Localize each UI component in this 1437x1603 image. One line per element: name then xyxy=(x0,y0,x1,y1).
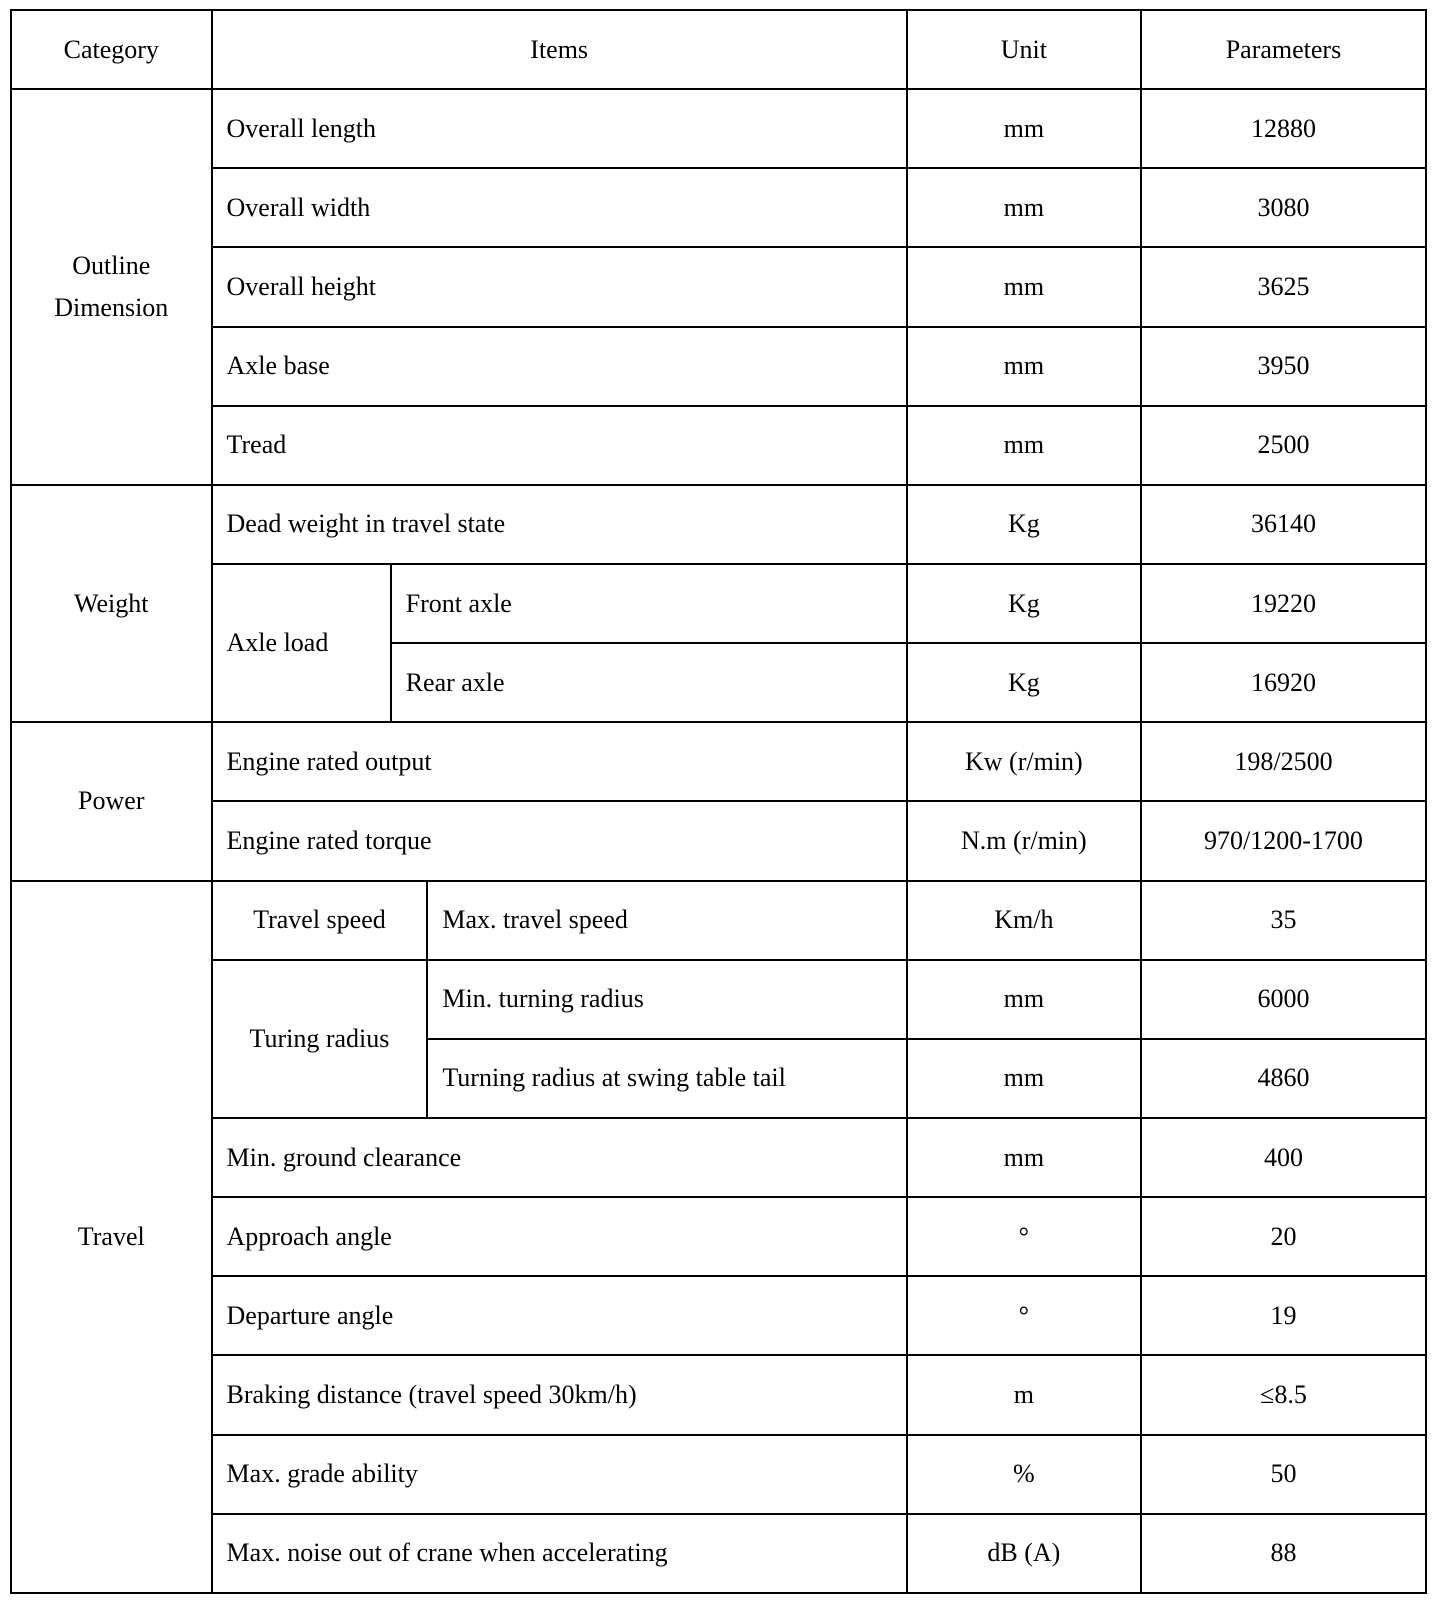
item-cell: Axle base xyxy=(212,327,907,406)
table-row xyxy=(11,564,1426,643)
table-row xyxy=(11,1355,1426,1434)
item-cell: Engine rated torque xyxy=(212,801,907,880)
value-cell: 12880 xyxy=(1141,89,1426,168)
category-weight: Weight xyxy=(11,485,212,722)
unit-cell: mm xyxy=(907,247,1141,326)
subcategory-turning-radius: Turing radius xyxy=(212,960,428,1118)
table-row xyxy=(11,1435,1426,1514)
value-cell: 2500 xyxy=(1141,406,1426,485)
table-row xyxy=(11,89,1426,168)
header-row xyxy=(11,10,1426,89)
specification-table xyxy=(10,9,1427,1594)
unit-cell: Kg xyxy=(907,564,1141,643)
value-cell: 35 xyxy=(1141,881,1426,960)
unit-cell: ° xyxy=(907,1276,1141,1355)
header-unit: Unit xyxy=(907,10,1141,89)
item-cell: Max. travel speed xyxy=(427,881,906,960)
table-row xyxy=(11,801,1426,880)
unit-cell: mm xyxy=(907,1039,1141,1118)
table-row xyxy=(11,960,1426,1039)
item-cell: Departure angle xyxy=(212,1276,907,1355)
value-cell: 88 xyxy=(1141,1514,1426,1593)
category-power: Power xyxy=(11,722,212,880)
header-items: Items xyxy=(212,10,907,89)
unit-cell: mm xyxy=(907,327,1141,406)
item-cell: Dead weight in travel state xyxy=(212,485,907,564)
table-row xyxy=(11,247,1426,326)
subcategory-travel-speed: Travel speed xyxy=(212,881,428,960)
unit-cell: mm xyxy=(907,1118,1141,1197)
table-row xyxy=(11,168,1426,247)
unit-cell: % xyxy=(907,1435,1141,1514)
unit-cell: N.m (r/min) xyxy=(907,801,1141,880)
item-cell: Min. ground clearance xyxy=(212,1118,907,1197)
value-cell: 198/2500 xyxy=(1141,722,1426,801)
category-label: Outline xyxy=(72,250,151,280)
subcategory-axle-load: Axle load xyxy=(212,564,391,722)
unit-cell: Kw (r/min) xyxy=(907,722,1141,801)
unit-cell: mm xyxy=(907,89,1141,168)
category-label: Dimension xyxy=(54,292,169,322)
value-cell: 19 xyxy=(1141,1276,1426,1355)
table-row xyxy=(11,406,1426,485)
unit-cell: mm xyxy=(907,406,1141,485)
table-row xyxy=(11,1276,1426,1355)
table-row xyxy=(11,1118,1426,1197)
category-outline-dimension xyxy=(11,89,212,485)
value-cell: 3080 xyxy=(1141,168,1426,247)
item-cell: Max. grade ability xyxy=(212,1435,907,1514)
value-cell: 3950 xyxy=(1141,327,1426,406)
value-cell: 19220 xyxy=(1141,564,1426,643)
item-cell: Rear axle xyxy=(391,643,907,722)
value-cell: 20 xyxy=(1141,1197,1426,1276)
item-cell: Turning radius at swing table tail xyxy=(427,1039,906,1118)
item-cell: Max. noise out of crane when accelerating xyxy=(212,1514,907,1593)
item-cell: Overall width xyxy=(212,168,907,247)
value-cell: 16920 xyxy=(1141,643,1426,722)
table-row xyxy=(11,1514,1426,1593)
item-cell: Approach angle xyxy=(212,1197,907,1276)
item-cell: Overall length xyxy=(212,89,907,168)
table-row xyxy=(11,485,1426,564)
value-cell: ≤8.5 xyxy=(1141,1355,1426,1434)
table-row xyxy=(11,327,1426,406)
header-parameters: Parameters xyxy=(1141,10,1426,89)
value-cell: 36140 xyxy=(1141,485,1426,564)
unit-cell: dB (A) xyxy=(907,1514,1141,1593)
table-row xyxy=(11,1197,1426,1276)
unit-cell: Kg xyxy=(907,643,1141,722)
item-cell: Overall height xyxy=(212,247,907,326)
value-cell: 6000 xyxy=(1141,960,1426,1039)
item-cell: Braking distance (travel speed 30km/h) xyxy=(212,1355,907,1434)
table-row xyxy=(11,722,1426,801)
item-cell: Front axle xyxy=(391,564,907,643)
unit-cell: Kg xyxy=(907,485,1141,564)
category-travel: Travel xyxy=(11,881,212,1593)
unit-cell: m xyxy=(907,1355,1141,1434)
header-category: Category xyxy=(11,10,212,89)
unit-cell: Km/h xyxy=(907,881,1141,960)
value-cell: 400 xyxy=(1141,1118,1426,1197)
value-cell: 4860 xyxy=(1141,1039,1426,1118)
unit-cell: mm xyxy=(907,960,1141,1039)
item-cell: Tread xyxy=(212,406,907,485)
table-row xyxy=(11,881,1426,960)
item-cell: Engine rated output xyxy=(212,722,907,801)
value-cell: 970/1200-1700 xyxy=(1141,801,1426,880)
value-cell: 3625 xyxy=(1141,247,1426,326)
value-cell: 50 xyxy=(1141,1435,1426,1514)
unit-cell: ° xyxy=(907,1197,1141,1276)
item-cell: Min. turning radius xyxy=(427,960,906,1039)
unit-cell: mm xyxy=(907,168,1141,247)
